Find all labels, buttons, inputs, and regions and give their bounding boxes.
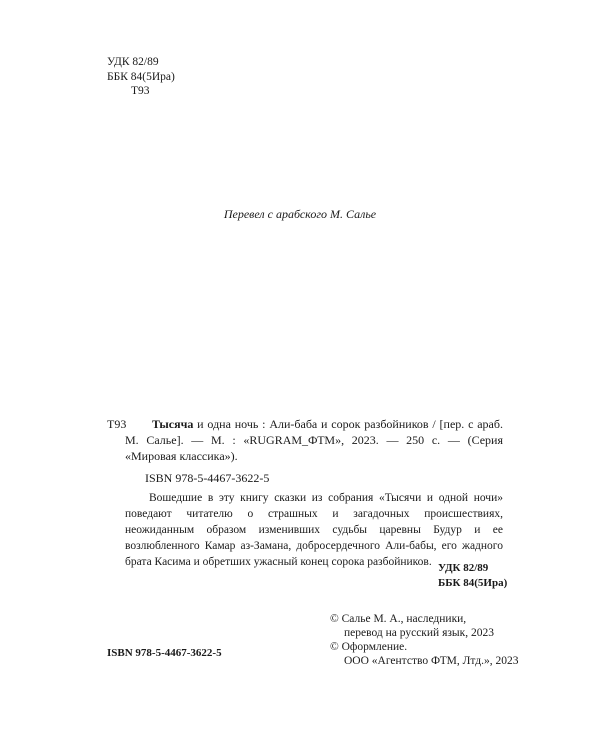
udk-code-bold: УДК 82/89: [438, 562, 489, 574]
copyright-design-detail: ООО «Агентство ФТМ, Лтд.», 2023: [344, 655, 519, 667]
catalog-author-mark: Т93: [107, 417, 127, 431]
translator-note: Перевел с арабского М. Салье: [223, 207, 377, 221]
copyright-translation: © Салье М. А., наследники,: [330, 613, 467, 625]
copyright-design: © Оформление.: [330, 641, 408, 653]
copyright-block: [330, 612, 519, 668]
catalog-card: [107, 416, 503, 570]
annotation: Вошедшие в эту книгу сказки из собрания «Тысячи и одной ночи» поведают читателю о страшных и загадочных происшествиях, неожиданным образом изменивших судьбы царевны Будур и ее возлюбленного Камар аз-Замана, добросердечного Али-бабы, его жадного брата Касима и обретших ужасный конец сорока разбойников.: [125, 492, 503, 568]
bibliographic-entry: [125, 416, 503, 464]
title-bold: Тысяча: [152, 417, 194, 431]
bbk-code: ББК 84(5Ира): [107, 70, 175, 83]
footer-isbn: ISBN 978-5-4467-3622-5: [107, 647, 222, 659]
udk-code: УДК 82/89: [107, 56, 159, 68]
catalog-isbn: ISBN 978-5-4467-3622-5: [145, 471, 270, 485]
title-rest: и одна ночь : Али-баба и сорок разбойников / [пер. с араб. М. Салье]. — М. : «RUGRAM_ФТМ», 2023. — 250 с. — (Серия «Мировая классика»).: [125, 417, 503, 463]
bbk-code-bold: ББК 84(5Ира): [438, 577, 508, 589]
copyright-translation-detail: перевод на русский язык, 2023: [344, 627, 494, 639]
author-mark: Т93: [131, 85, 150, 97]
header-classification-codes: [107, 55, 175, 99]
right-classification-codes: [438, 561, 507, 591]
